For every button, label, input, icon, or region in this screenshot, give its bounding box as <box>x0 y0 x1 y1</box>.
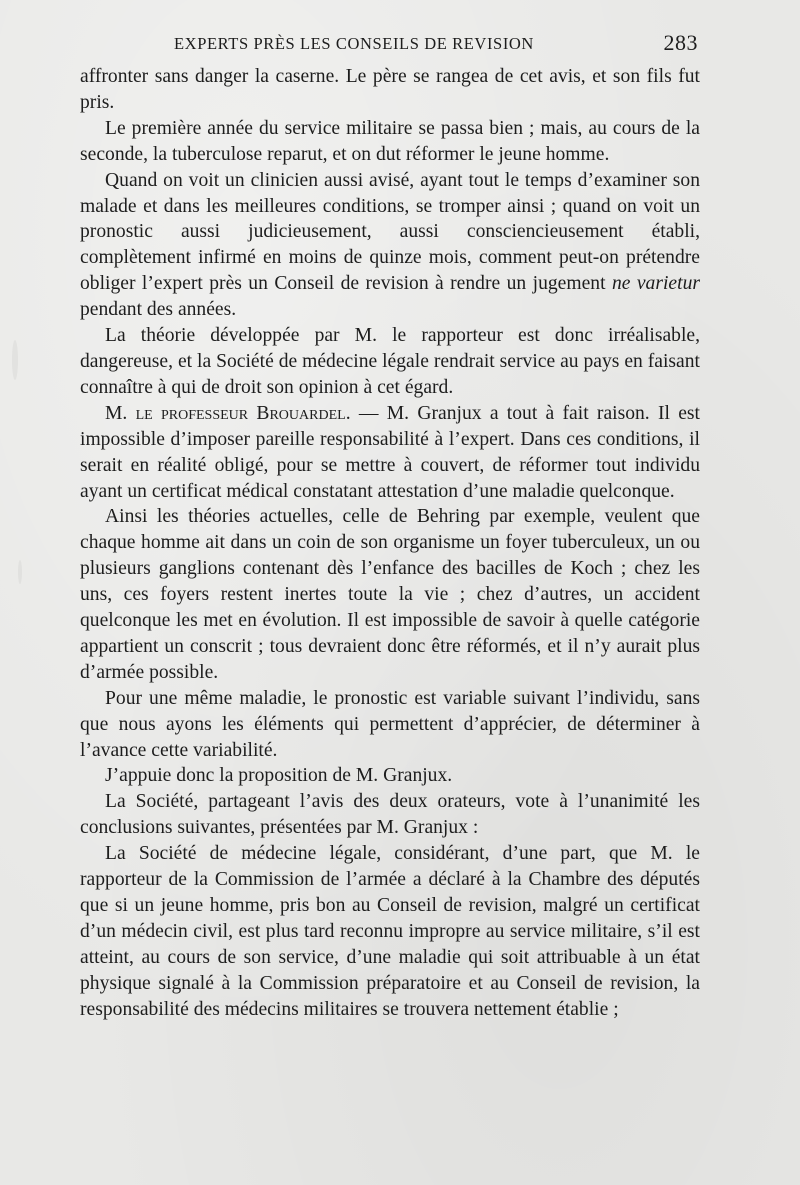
paragraph-8: J’appuie donc la proposition de M. Granjux. <box>105 765 453 787</box>
scan-blemish <box>18 560 22 584</box>
running-header <box>88 26 698 56</box>
page-number: 283 <box>663 30 698 55</box>
paragraph-2: Le première année du service militaire se passa bien ; mais, au cours de la seconde, la tuberculose reparut, et on dut réformer le jeune homme. <box>80 117 700 165</box>
scan-blemish <box>12 340 18 380</box>
paragraph-5 <box>80 401 700 505</box>
paragraph-3-text-a: Quand on voit un clinicien aussi avisé, ayant tout le temps d’examiner son malade et dans les meilleures conditions, se tromper ainsi ; quand on voit un pronostic aussi judicieusement, aussi consciencieusement établi, complètement infirmé en moins de quinze mois, comment peut-on prétendre obliger l’expert près un Conseil de revision à rendre un jugement <box>80 169 700 295</box>
speaker-name: M. le professeur Brouardel. <box>105 402 351 424</box>
paragraph-7: Pour une même maladie, le pronostic est variable suivant l’individu, sans que nous ayons les éléments qui permettent d’apprécier, de déterminer à l’avance cette variabilité. <box>80 687 700 761</box>
paragraph-10: La Société de médecine légale, considérant, d’une part, que M. le rapporteur de la Commission de l’armée a déclaré à la Chambre des députés que si un jeune homme, pris bon au Conseil de revision, malgré un certificat d’un médecin civil, est plus tard reconnu impropre au service militaire, s’il est atteint, au cours de son service, d’une maladie qui soit attribuable à un état physique signalé à la Commission préparatoire et au Conseil de revision, la responsabilité des médecins militaires se trouvera nettement établie ; <box>80 843 700 1020</box>
paragraph-3-text-b: pendant des années. <box>80 299 237 321</box>
running-title: EXPERTS PRÈS LES CONSEILS DE REVISION <box>174 34 534 53</box>
paragraph-6: Ainsi les théories actuelles, celle de Behring par exemple, veulent que chaque homme ait dans un coin de son organisme un foyer tuberculeux, un ou plusieurs ganglions contenant dès l’enfance des bacilles de Koch ; chez les uns, ces foyers restent inertes toute la vie ; chez d’autres, un accident quelconque les met en évolution. Il est impossible de savoir à quelle catégorie appartient un conscrit ; tous devraient donc être réformés, et il n’y aurait plus d’armée possible. <box>80 506 700 683</box>
paragraph-3 <box>80 168 700 323</box>
body-text <box>80 64 700 1023</box>
paragraph-5-text: — M. Granjux a tout à fait raison. Il est impossible d’imposer pareille responsabilité à l’expert. Dans ces conditions, il serait en réalité obligé, pour se mettre à couvert, de réformer tout individu ayant un certificat médical constatant attestation d’une maladie quelconque. <box>80 402 700 502</box>
paragraph-4: La théorie développée par M. le rapporteur est donc irréalisable, dangereuse, et la Société de médecine légale rendrait service au pays en faisant connaître à qui de droit son opinion à cet égard. <box>80 325 700 398</box>
paragraph-9: La Société, partageant l’avis des deux orateurs, vote à l’unanimité les conclusions suivantes, présentées par M. Granjux : <box>80 791 700 839</box>
latin-phrase: ne varietur <box>611 273 700 295</box>
paragraph-1: affronter sans danger la caserne. Le père se rangea de cet avis, et son fils fut pris. <box>80 66 700 113</box>
